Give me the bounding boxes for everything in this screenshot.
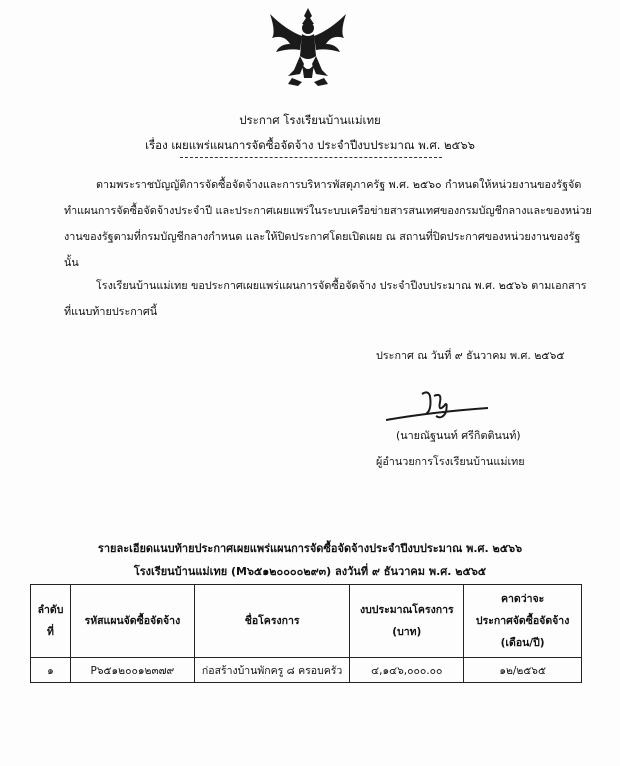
- header-budget: [350, 585, 464, 658]
- paragraph-1: [64, 172, 592, 276]
- attachment-subheading: โรงเรียนบ้านแม่เทย (M๖๕๑๒๐๐๐๐๒๙๓) ลงวันที่ ๙ ธันวาคม พ.ศ. ๒๕๖๕: [133, 565, 487, 578]
- cell-expected-date: ๑๒/๒๕๖๕: [464, 658, 582, 683]
- header-no: ลำดับที่: [31, 585, 71, 658]
- signer-position: ผู้อำนวยการโรงเรียนบ้านแม่เทย: [376, 455, 525, 468]
- header-plan-code: รหัสแผนจัดซื้อจัดจ้าง: [70, 585, 194, 658]
- header-expected-line-1: คาดว่าจะ: [500, 593, 545, 605]
- header-budget-line-2: (บาท): [392, 626, 422, 638]
- announcement-subject: เรื่อง เผยแพร่แผนการจัดซื้อจัดจ้าง ประจำปีงบประมาณ พ.ศ. ๒๕๖๖: [145, 138, 475, 152]
- paragraph-2: [64, 273, 592, 325]
- announcement-date: ประกาศ ณ วันที่ ๙ ธันวาคม พ.ศ. ๒๕๖๕: [376, 349, 565, 362]
- paragraph-1-text: ตามพระราชบัญญัติการจัดซื้อจัดจ้างและการบริหารพัสดุภาครัฐ พ.ศ. ๒๕๖๐ กำหนดให้หน่วยงานของรัฐจัดทำแผนการจัดซื้อจัดจ้างประจำปี และประกาศเผยแพร่ในระบบเครือข่ายสารสนเทศของกรมบัญชีกลางและของหน่วยงานของรัฐตามที่กรมบัญชีกลางกำหนด และให้ปิดประกาศโดยเปิดเผย ณ สถานที่ปิดประกาศของหน่วยงานของรัฐ นั้น: [64, 178, 592, 269]
- announcement-title: ประกาศ โรงเรียนบ้านแม่เทย: [239, 113, 381, 127]
- cell-project-name: ก่อสร้างบ้านพักครู ๘ ครอบครัว: [194, 658, 350, 683]
- header-budget-line-1: งบประมาณโครงการ: [360, 604, 454, 616]
- garuda-emblem-icon: [262, 4, 354, 90]
- cell-no: ๑: [31, 658, 71, 683]
- cell-budget: ๔,๑๔๖,๐๐๐.๐๐: [350, 658, 464, 683]
- header-expected-line-2: ประกาศจัดซื้อจัดจ้าง: [475, 615, 570, 627]
- table-header-row: [31, 585, 582, 658]
- procurement-plan-table: [30, 584, 582, 683]
- attachment-heading: รายละเอียดแนบท้ายประกาศเผยแพร่แผนการจัดซื้อจัดจ้างประจำปีงบประมาณ พ.ศ. ๒๕๖๖: [97, 542, 523, 555]
- header-project-name: ชื่อโครงการ: [194, 585, 350, 658]
- dashed-divider: [180, 157, 442, 158]
- header-expected-date: [464, 585, 582, 658]
- header-expected-line-3: (เดือน/ปี): [500, 637, 545, 649]
- table-row: [31, 658, 582, 683]
- signer-name: (นายณัฐนนท์ ศรีกิตตินนท์): [396, 429, 521, 442]
- cell-plan-code: P๖๕๑๒๐๐๑๒๓๗๙: [70, 658, 194, 683]
- paragraph-2-text: โรงเรียนบ้านแม่เทย ขอประกาศเผยแพร่แผนการจัดซื้อจัดจ้าง ประจำปีงบประมาณ พ.ศ. ๒๕๖๖ ตามเอกสารที่แนบท้ายประกาศนี้: [64, 279, 587, 318]
- signature-icon: [382, 386, 492, 426]
